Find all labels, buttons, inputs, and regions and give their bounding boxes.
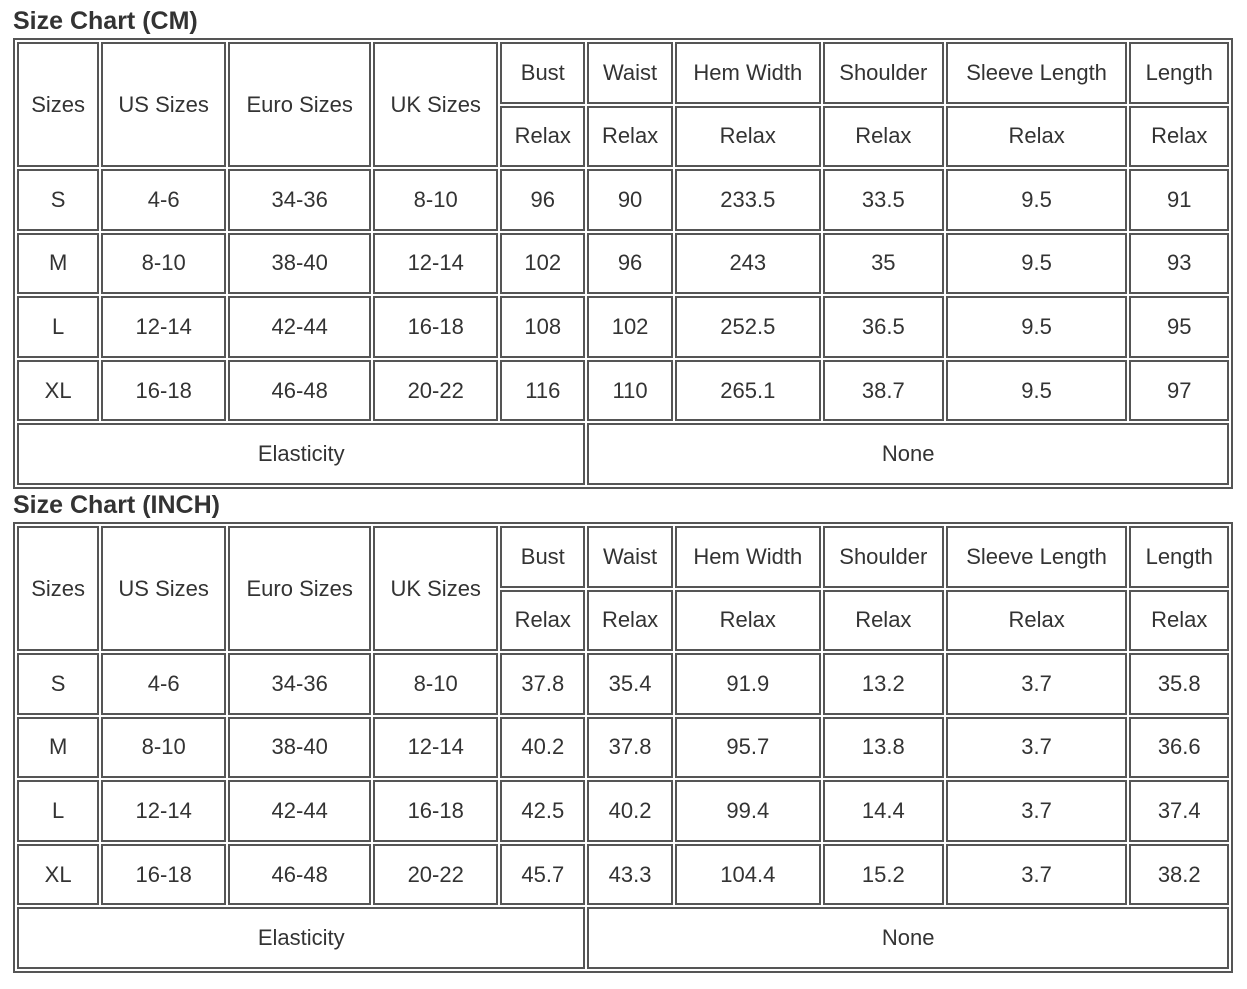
subheader-length-relax: Relax	[1129, 590, 1229, 652]
subheader-waist-relax: Relax	[587, 590, 672, 652]
header-row	[17, 526, 1229, 588]
size-table-inch	[13, 522, 1233, 973]
cell-shoulder: 13.8	[823, 717, 944, 779]
cell-hem-width: 95.7	[675, 717, 821, 779]
subheader-bust-relax: Relax	[500, 106, 585, 168]
cell-sizes: XL	[17, 844, 99, 906]
header-sleeve-length: Sleeve Length	[946, 526, 1128, 588]
subheader-sleeve-length-relax: Relax	[946, 106, 1128, 168]
header-waist: Waist	[587, 526, 672, 588]
cell-euro-sizes: 34-36	[228, 169, 371, 231]
cell-length: 93	[1129, 233, 1229, 295]
cell-sizes: S	[17, 653, 99, 715]
header-uk-sizes: UK Sizes	[373, 42, 498, 167]
header-sizes: Sizes	[17, 42, 99, 167]
subheader-length-relax: Relax	[1129, 106, 1229, 168]
cell-hem-width: 265.1	[675, 360, 821, 422]
subheader-hem-width-relax: Relax	[675, 106, 821, 168]
cell-euro-sizes: 34-36	[228, 653, 371, 715]
header-length: Length	[1129, 526, 1229, 588]
cell-sleeve-length: 9.5	[946, 233, 1128, 295]
cell-sizes: L	[17, 296, 99, 358]
cell-shoulder: 13.2	[823, 653, 944, 715]
cell-hem-width: 91.9	[675, 653, 821, 715]
cell-waist: 110	[587, 360, 672, 422]
elasticity-row	[17, 423, 1229, 485]
cell-sleeve-length: 9.5	[946, 169, 1128, 231]
cell-length: 36.6	[1129, 717, 1229, 779]
cell-us-sizes: 4-6	[101, 653, 226, 715]
header-euro-sizes: Euro Sizes	[228, 42, 371, 167]
cell-length: 91	[1129, 169, 1229, 231]
size-chart-inch	[13, 522, 1233, 973]
cell-sizes: M	[17, 717, 99, 779]
table-row	[17, 717, 1229, 779]
cell-bust: 108	[500, 296, 585, 358]
cell-shoulder: 33.5	[823, 169, 944, 231]
cell-euro-sizes: 38-40	[228, 233, 371, 295]
cell-uk-sizes: 12-14	[373, 717, 498, 779]
cell-waist: 43.3	[587, 844, 672, 906]
cell-length: 97	[1129, 360, 1229, 422]
cell-euro-sizes: 46-48	[228, 844, 371, 906]
header-bust: Bust	[500, 42, 585, 104]
header-row	[17, 42, 1229, 104]
cell-euro-sizes: 38-40	[228, 717, 371, 779]
table-row	[17, 233, 1229, 295]
table-row	[17, 360, 1229, 422]
cell-waist: 35.4	[587, 653, 672, 715]
cell-shoulder: 14.4	[823, 780, 944, 842]
cell-hem-width: 99.4	[675, 780, 821, 842]
size-chart-inch-title: Size Chart (INCH)	[13, 491, 220, 519]
table-row	[17, 653, 1229, 715]
cell-uk-sizes: 16-18	[373, 296, 498, 358]
cell-waist: 90	[587, 169, 672, 231]
header-bust: Bust	[500, 526, 585, 588]
cell-waist: 37.8	[587, 717, 672, 779]
cell-us-sizes: 12-14	[101, 296, 226, 358]
cell-bust: 40.2	[500, 717, 585, 779]
subheader-sleeve-length-relax: Relax	[946, 590, 1128, 652]
table-row	[17, 296, 1229, 358]
cell-sleeve-length: 3.7	[946, 653, 1128, 715]
elasticity-label: Elasticity	[17, 907, 585, 969]
subheader-waist-relax: Relax	[587, 106, 672, 168]
elasticity-value: None	[587, 907, 1229, 969]
cell-bust: 96	[500, 169, 585, 231]
header-hem-width: Hem Width	[675, 42, 821, 104]
cell-bust: 42.5	[500, 780, 585, 842]
cell-uk-sizes: 8-10	[373, 653, 498, 715]
cell-sleeve-length: 3.7	[946, 717, 1128, 779]
cell-length: 38.2	[1129, 844, 1229, 906]
cell-length: 95	[1129, 296, 1229, 358]
header-sleeve-length: Sleeve Length	[946, 42, 1128, 104]
table-row	[17, 780, 1229, 842]
cell-waist: 40.2	[587, 780, 672, 842]
cell-bust: 45.7	[500, 844, 585, 906]
cell-hem-width: 104.4	[675, 844, 821, 906]
header-uk-sizes: UK Sizes	[373, 526, 498, 651]
cell-us-sizes: 16-18	[101, 360, 226, 422]
cell-waist: 102	[587, 296, 672, 358]
size-chart-cm	[13, 38, 1233, 489]
cell-uk-sizes: 12-14	[373, 233, 498, 295]
cell-us-sizes: 16-18	[101, 844, 226, 906]
cell-us-sizes: 12-14	[101, 780, 226, 842]
elasticity-row	[17, 907, 1229, 969]
cell-length: 35.8	[1129, 653, 1229, 715]
cell-shoulder: 38.7	[823, 360, 944, 422]
size-chart-cm-title: Size Chart (CM)	[13, 7, 198, 35]
cell-hem-width: 243	[675, 233, 821, 295]
cell-sizes: S	[17, 169, 99, 231]
cell-uk-sizes: 20-22	[373, 844, 498, 906]
cell-us-sizes: 4-6	[101, 169, 226, 231]
header-shoulder: Shoulder	[823, 42, 944, 104]
cell-uk-sizes: 16-18	[373, 780, 498, 842]
cell-bust: 116	[500, 360, 585, 422]
cell-shoulder: 15.2	[823, 844, 944, 906]
cell-sleeve-length: 9.5	[946, 296, 1128, 358]
cell-sleeve-length: 9.5	[946, 360, 1128, 422]
cell-sizes: M	[17, 233, 99, 295]
cell-length: 37.4	[1129, 780, 1229, 842]
header-length: Length	[1129, 42, 1229, 104]
cell-bust: 37.8	[500, 653, 585, 715]
cell-us-sizes: 8-10	[101, 717, 226, 779]
cell-us-sizes: 8-10	[101, 233, 226, 295]
header-hem-width: Hem Width	[675, 526, 821, 588]
cell-uk-sizes: 8-10	[373, 169, 498, 231]
subheader-shoulder-relax: Relax	[823, 106, 944, 168]
cell-bust: 102	[500, 233, 585, 295]
cell-sleeve-length: 3.7	[946, 844, 1128, 906]
elasticity-label: Elasticity	[17, 423, 585, 485]
table-row	[17, 169, 1229, 231]
cell-euro-sizes: 46-48	[228, 360, 371, 422]
size-table-cm	[13, 38, 1233, 489]
header-shoulder: Shoulder	[823, 526, 944, 588]
cell-uk-sizes: 20-22	[373, 360, 498, 422]
header-us-sizes: US Sizes	[101, 42, 226, 167]
cell-euro-sizes: 42-44	[228, 780, 371, 842]
cell-sizes: XL	[17, 360, 99, 422]
subheader-hem-width-relax: Relax	[675, 590, 821, 652]
cell-hem-width: 252.5	[675, 296, 821, 358]
cell-sleeve-length: 3.7	[946, 780, 1128, 842]
cell-shoulder: 35	[823, 233, 944, 295]
subheader-bust-relax: Relax	[500, 590, 585, 652]
elasticity-value: None	[587, 423, 1229, 485]
subheader-shoulder-relax: Relax	[823, 590, 944, 652]
cell-hem-width: 233.5	[675, 169, 821, 231]
header-euro-sizes: Euro Sizes	[228, 526, 371, 651]
table-row	[17, 844, 1229, 906]
header-sizes: Sizes	[17, 526, 99, 651]
header-us-sizes: US Sizes	[101, 526, 226, 651]
cell-sizes: L	[17, 780, 99, 842]
cell-waist: 96	[587, 233, 672, 295]
cell-euro-sizes: 42-44	[228, 296, 371, 358]
header-waist: Waist	[587, 42, 672, 104]
cell-shoulder: 36.5	[823, 296, 944, 358]
